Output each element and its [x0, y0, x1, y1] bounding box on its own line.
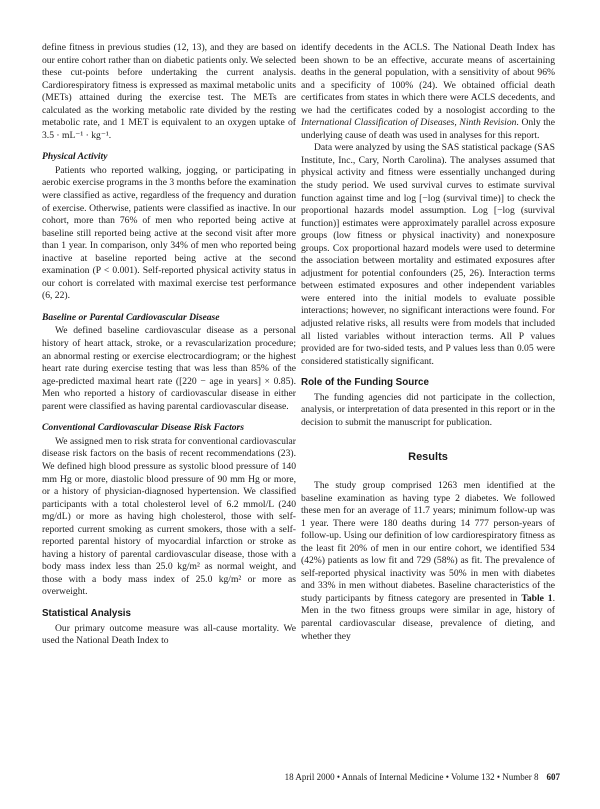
text-segment: identify decedents in the ACLS. The National Death Index has been shown to be an effective, accurate means of ascertaining deaths in the general population, with a sensitivity of about 96% and a specificity of 100% (24). We obtained official death certificates from states in which there were ACLS decedents, and we had the certificates coded by a nosologist according to the	[301, 42, 555, 116]
paragraph-fitness-definition: define fitness in previous studies (12, 13), and they are based on our entire cohort rather than on diabetic patients only. We selected these cut-points before undertaking the current analysis. Cardiorespiratory fitness is expressed as maximal metabolic units (METs) attained during the exercise test. The METs are calculated as the working metabolic rate divided by the resting metabolic rate, and 1 MET is equivalent to an oxygen uptake of 3.5 · mL⁻¹ · kg⁻¹.	[42, 42, 296, 141]
right-column	[301, 42, 555, 643]
footer-citation: 18 April 2000 • Annals of Internal Medicine • Volume 132 • Number 8	[284, 772, 539, 782]
heading-funding-source: Role of the Funding Source	[301, 377, 429, 389]
heading-conventional-risk-factors: Conventional Cardiovascular Disease Risk Factors	[42, 422, 245, 434]
table-reference: Table 1	[521, 592, 553, 604]
text-segment: The study group comprised 1263 men identified at the baseline examination as having type 2 diabetes. We followed these men for an average of 11.7 years; minimum follow-up was 1 year. There were 180 deaths during 14 777 person-years of follow-up. Using our definition of low cardiorespiratory fitness as the least fit 20% of men in our entire cohort, we identified 534 (42%) patients as low fit and 729 (58%) as fit. The prevalence of self-reported physical inactivity was 50% in men with diabetes and 33% in men without diabetes. Baseline characteristics of the study participants by fitness category are presented in	[301, 479, 555, 604]
paragraph-funding: The funding agencies did not participate in the collection, analysis, or interpretation of data presented in this report or in the decision to submit the manuscript for publication.	[301, 391, 555, 428]
heading-physical-activity: Physical Activity	[42, 151, 108, 163]
heading-baseline-cvd: Baseline or Parental Cardiovascular Disease	[42, 311, 220, 323]
paragraph-data-analysis: Data were analyzed by using the SAS statistical package (SAS Institute, Inc., Cary, North Carolina). The analyses assumed that physical activity and fitness were essentially unchanged during the study period. We used survival curves to estimate survival function against time and log [−log (survival time)] to check the proportional hazards model assumption. Log [−log (survival function)] estimates were approximately parallel across exposure groups (low fitness or physical inactivity) and nonexposure groups. Cox proportional hazard models were used to determine the association between mortality and estimated exposures after adjustment for potential confounders (25, 26). Interaction terms between estimated exposures and other independent variables were entered into the initial models to evaluate possible interactions; however, no significant interactions were found. For adjusted relative risks, all results were from models that included all listed variables without interaction terms. All P values provided are for two-sided tests, and P values less than 0.05 were considered statistically significant.	[301, 142, 555, 367]
text-segment: . Only the underlying cause of death was used in analyses for this report.	[301, 117, 555, 141]
paragraph-death-index	[301, 42, 555, 142]
paragraph-results	[301, 480, 555, 643]
text-segment: . Men in the two fitness groups were similar in age, history of parental cardiovascular disease, prevalence of dieting, and whether they	[301, 592, 555, 642]
paragraph-baseline-cvd: We defined baseline cardiovascular disease as a personal history of heart attack, stroke, or a revascularization procedure; an abnormal resting or exercise electrocardiogram; or the highest heart rate during exercise testing that was less than 85% of the age-predicted maximal heart rate ([220 − age in years] × 0.85). Men who reported a history of cardiovascular disease in either parent were classified as having parental cardiovascular disease.	[42, 325, 296, 412]
paragraph-physical-activity: Patients who reported walking, jogging, or participating in aerobic exercise programs in the 3 months before the examination were classified as active, regardless of the frequency and duration of exercise. Otherwise, patients were classified as inactive. In our cohort, more than 76% of men who reported being active at baseline still reported being active at the second visit after more than 1 year. In comparison, only 34% of men who reported being inactive at baseline reported being active at the second examination (P < 0.001). Self-reported physical activity status in our cohort is correlated with maximal exercise test performance (6, 22).	[42, 164, 296, 302]
icd-title: International Classification of Diseases, Ninth Revision	[301, 117, 517, 129]
paragraph-risk-factors: We assigned men to risk strata for conventional cardiovascular disease risk factors on the basis of recent recommendations (23). We defined high blood pressure as systolic blood pressure of 140 mm Hg or more, diastolic blood pressure of 90 mm Hg or more, or a history of physician-diagnosed hypertension. We classified participants with a total cholesterol level of 6.2 mmol/L (240 mg/dL) or more as having high cholesterol, those with self-reported current smoking as current smokers, those with a self-reported parental history of myocardial infarction or stroke as having a history of parental cardiovascular disease, those with a body mass index less than 25.0 kg/m² as normal weight, and those with a body mass index of 25.0 kg/m² or more as overweight.	[42, 435, 296, 598]
page-footer	[285, 771, 560, 784]
page-number: 607	[546, 772, 560, 782]
heading-results: Results	[408, 451, 448, 464]
heading-statistical-analysis: Statistical Analysis	[42, 607, 131, 619]
paragraph-statistical-analysis: Our primary outcome measure was all-cause mortality. We used the National Death Index to	[42, 622, 296, 647]
left-column	[42, 42, 296, 648]
